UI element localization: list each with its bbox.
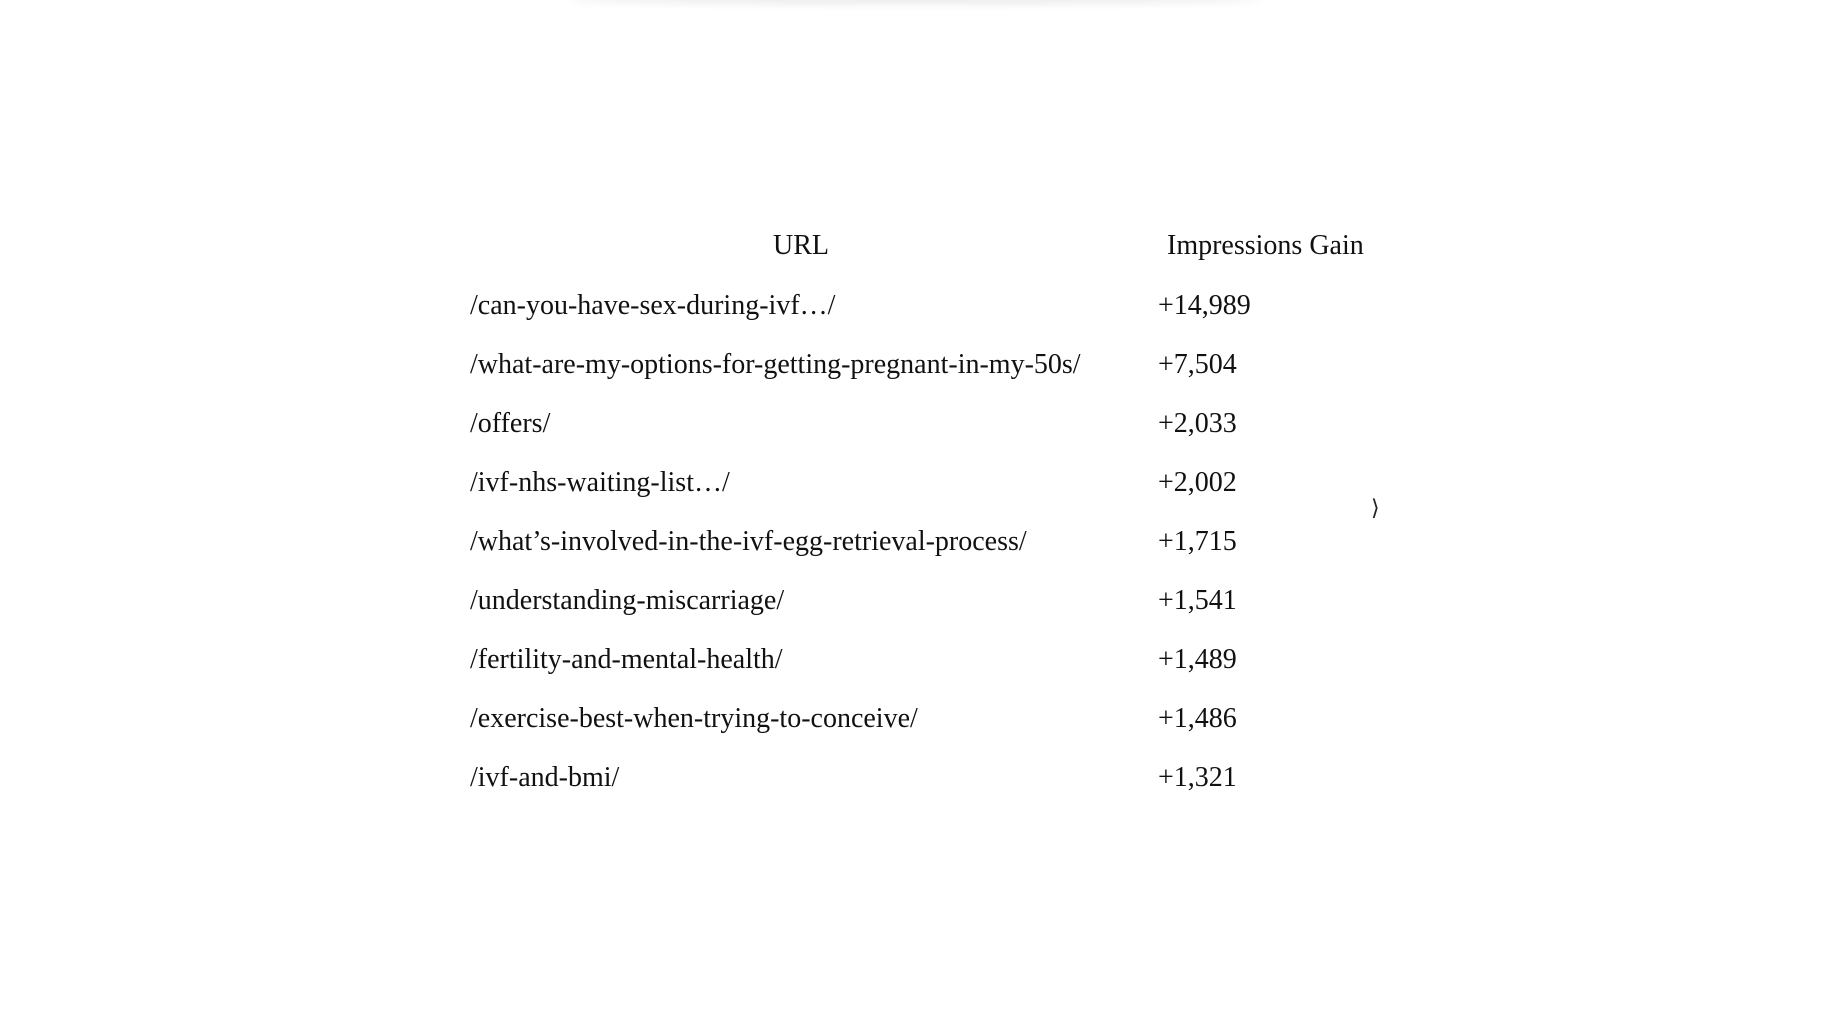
table-row-url: /can-you-have-sex-during-ivf…/ — [470, 290, 836, 321]
table-row-url: /ivf-nhs-waiting-list…/ — [470, 467, 730, 498]
table-row-gain: +1,321 — [1158, 762, 1237, 793]
table-row-url: /understanding-miscarriage/ — [470, 585, 785, 616]
url-column-header: URL — [773, 230, 829, 261]
impressions-gain-column-header: Impressions Gain — [1167, 230, 1364, 261]
table-row-gain: +2,033 — [1158, 408, 1237, 439]
table-row-gain: +1,541 — [1158, 585, 1237, 616]
table-row-gain: +1,486 — [1158, 703, 1237, 734]
table-row-gain: +14,989 — [1158, 290, 1251, 321]
table-row-url: /exercise-best-when-trying-to-conceive/ — [470, 703, 918, 734]
table-row-url: /offers/ — [470, 408, 551, 439]
table-row-url: /fertility-and-mental-health/ — [470, 644, 783, 675]
table-row-gain: +1,489 — [1158, 644, 1237, 675]
table-row-url: /what’s-involved-in-the-ivf-egg-retrieval-process/ — [470, 526, 1027, 557]
table-row-url: /what-are-my-options-for-getting-pregnant-in-my-50s/ — [470, 349, 1081, 380]
table-row-gain: +2,002 — [1158, 467, 1237, 498]
text-cursor-icon: ⟩ — [1371, 496, 1380, 521]
table-row-gain: +7,504 — [1158, 349, 1237, 380]
table-row-url: /ivf-and-bmi/ — [470, 762, 620, 793]
table-row-gain: +1,715 — [1158, 526, 1237, 557]
